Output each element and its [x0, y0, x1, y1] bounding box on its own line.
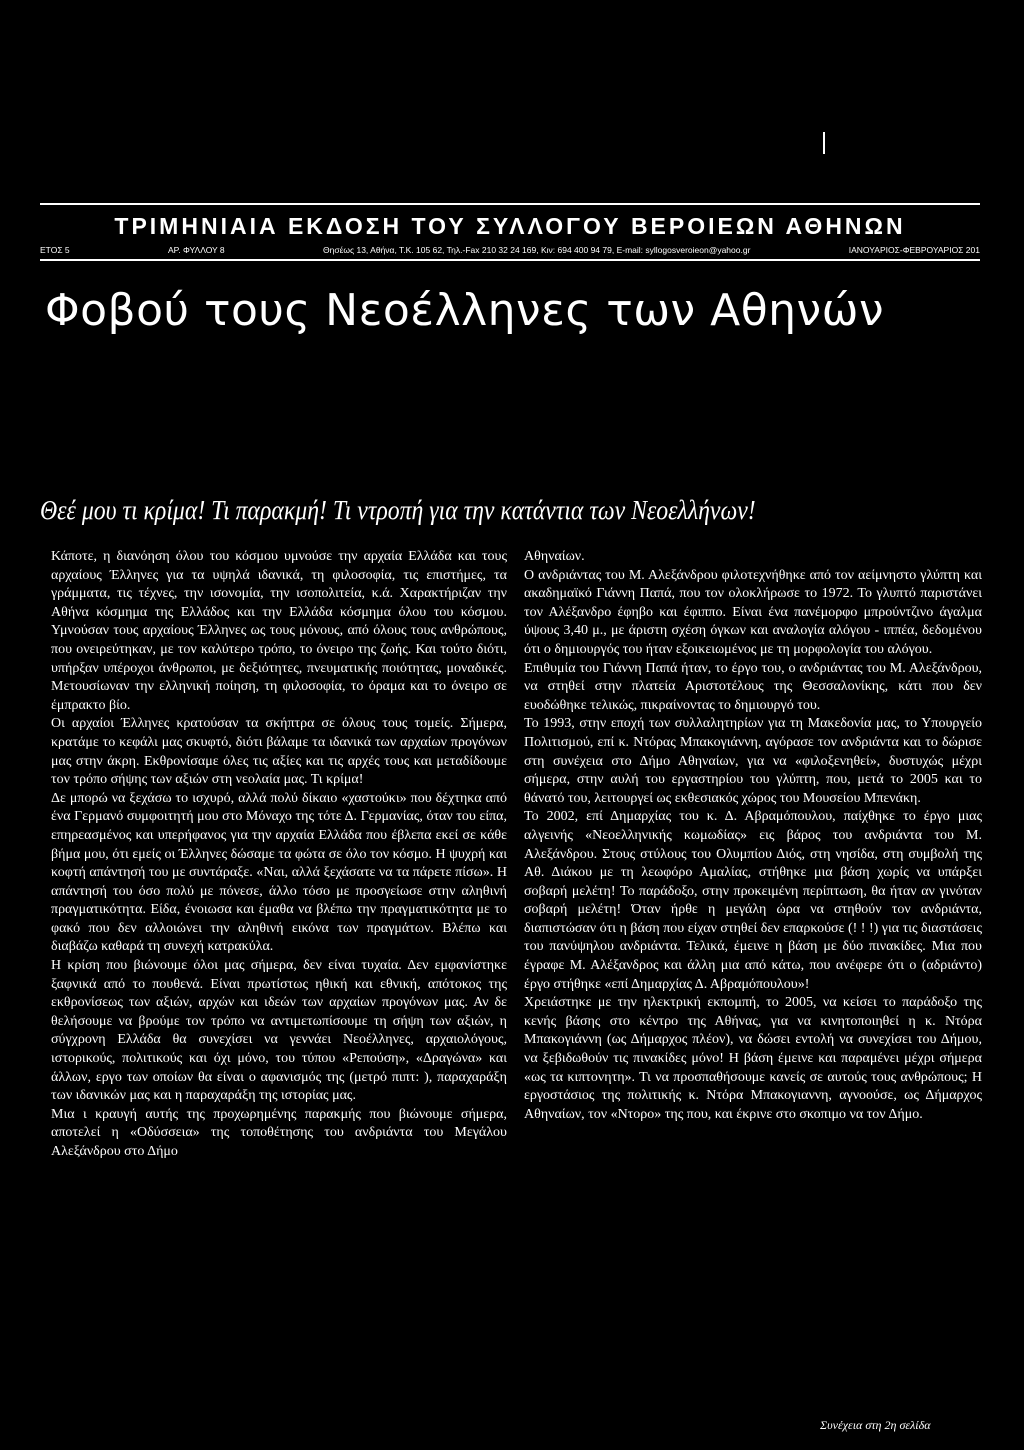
article-paragraph: Το 1993, στην εποχή των συλλαλητηρίων για τη Μακεδονία μας, το Υπουργείο Πολιτισμού, επί κ. Ντόρας Μπακογιάννη, αγόρασε τον ανδριάντα και το δώρισε στη συνέχεια στο Δήμο Αθηναίων, για να «φιλοξενηθεί», δυστυχώς μέχρι σήμερα, στην αυλή του εργαστηρίου του γλύπτη, που, μετά το 2005 και το θάνατό του, λειτουργεί ως εκθεσιακός χώρος του Μουσείου Μπενάκη.	[524, 716, 982, 806]
article-paragraph: Χρειάστηκε με την ηλεκτρική εκπομπή, το 2005, να κείσει το παράδοξο της κενής βάσης στο κέντρο της Αθήνας, για να κινητοποιηθεί η κ. Ντόρα Μπακογιάννη (ως Δήμαρχος πλέον), να δώσει εντολή να συνεχίσει του Δήμου, να ξεβιδωθούν τις πινακίδες μόνο! Η βάση έμεινε και παραμένει μέχρι σήμερα «ως τα κιπτονητη». Τι να προσπαθήσουμε κανείς σε αυτούς τους ανθρώπους; Η εργοστάσιος της πολιτικής κ. Ντόρα Μπακογιαννη, αγνοούσε, ως Δήμαρχος Αθηναίων, τον «Ντορο» της που, και έκρινε στο σκοπιμο να τον Δήμο.	[524, 995, 982, 1122]
cursor-bar	[823, 132, 825, 154]
article-column-left	[51, 548, 507, 1162]
year-label: ΕΤΟΣ 5	[40, 245, 70, 255]
article-paragraph: Επιθυμία του Γιάννη Παπά ήταν, το έργο του, ο ανδριάντας του Μ. Αλεξάνδρου, να στηθεί στην πλατεία Αριστοτέλους της Θεσσαλονίκης, κάτι που δεν ευοδώθηκε τελικώς, πικραίνοντας το δημιουργό του.	[524, 660, 982, 713]
period-label: ΙΑΝΟΥΑΡΙΟΣ-ΦΕΒΡΟΥΑΡΙΟΣ 201	[848, 245, 980, 255]
continuation-note: Συνέχεια στη 2η σελίδα	[820, 1418, 931, 1432]
masthead-info-bar	[40, 245, 980, 261]
headline: Φοβού τους Νεοέλληνες των Αθηνών	[45, 285, 885, 336]
contact-info: Θησέως 13, Αθήνα, Τ.Κ. 105 62, Τηλ.-Fax 210 32 24 169, Κιν: 694 400 94 79, E-mail: syllogosveroieon@yahoo.gr	[323, 245, 751, 255]
article-column-right	[524, 548, 982, 1124]
masthead	[40, 203, 980, 261]
article-paragraph: Δε μπορώ να ξεχάσω το ισχυρό, αλλά πολύ δίκαιο «χαστούκι» που δέχτηκα από ένα Γερμανό συμφοιτητή μου στο Μόναχο της τότε Δ. Γερμανίας, όταν του είπα, επηρεασμένος και υπερήφανος για την αρχαία Ελλάδα που έβλεπα εκεί σε κάθε βήμα μου, ότι εμείς οι Έλληνες δώσαμε τα φώτα σε όλο τον κόσμο. Η ψυχρή και κοφτή απάντησή του με συντάραξε. «Ναι, αλλά ξεχάσατε να τα πάρετε πίσω». Η απάντησή του όσο πολύ με πόνεσε, άλλο τόσο με προσγείωσε στην αληθινή πραγματικότητα. Είδα, ένοιωσα και έμαθα να βλέπω την πραγματικότητα με το φακό που δεν αλλοιώνει την αληθινή εικόνα των πραγμάτων. Βλέπω και διαβάζω καθαρά τη συνεχή κατρακύλα.	[51, 790, 507, 955]
article-paragraph: Μια ι κραυγή αυτής της προχωρημένης παρακμής που βιώνουμε σήμερα, αποτελεί η «Οδύσσεια» της τοποθέτησης του ανδριάντα του Μεγάλου Αλεξάνδρου στο Δήμο	[51, 1106, 507, 1159]
article-paragraph: Ο ανδριάντας του Μ. Αλεξάνδρου φιλοτεχνήθηκε από τον αείμνηστο γλύπτη και ακαδημαϊκό Γιάννη Παπά, που τον ολοκλήρωσε το 1972. Το γλυπτό παριστάνει τον Αλέξανδρο έφηβο και έφιππο. Είναι ένα πανέμορφο μπρούντζινο άγαλμα ύψους 3,40 μ., με άριστη σχέση όγκων και αναλογία αλόγου - ιππέα, δεδομένου ότι ο δημιουργός του ήταν εξοικειωμένος με τη μορφολογία του αλόγου.	[524, 567, 982, 657]
article-paragraph: Αθηναίων.	[524, 549, 585, 564]
issue-label: ΑΡ. ΦΥΛΛΟΥ 8	[168, 245, 225, 255]
subheadline: Θεέ μου τι κρίμα! Τι παρακμή! Τι ντροπή για την κατάντια των Νεοελλήνων!	[40, 495, 756, 525]
article-paragraph: Το 2002, επί Δημαρχίας του κ. Δ. Αβραμόπουλου, παίχθηκε το έργο μιας αλγεινής «Νεοελληνικής κωμωδίας» εις βάρος του ανδριάντα του Μ. Αλεξάνδρου. Στους στύλους του Ολυμπίου Διός, στη νησίδα, στη συμβολή της Αθ. Διάκου με τη λεωφόρο Αμαλίας, στήθηκε μια βάση χωρίς να υπάρξει σοβαρή μελέτη! Το παράδοξο, στην προκειμένη περίπτωση, θα ήταν αν γινόταν σοβαρή μελέτη! Όταν ήρθε η μεγάλη ώρα να στηθούν τον ανδριάντα, διαπιστώσαν ότι η βάση που είχαν στηθεί δεν επαρκούσε (! ! !) για τις διαστάσεις του πανύψηλου ανδριάντα. Τελικά, έμεινε η βάση με δύο πινακίδες. Μια που έγραφε Μ. Αλέξανδρος και άλλη μια από κάτω, που ανέφερε ότι ο (αδριάντο) έργο στήθηκε «επί Δημαρχίας Δ. Αβραμόπουλου»!	[524, 809, 982, 992]
article-paragraph: Η κρίση που βιώνουμε όλοι μας σήμερα, δεν είναι τυχαία. Δεν εμφανίστηκε ξαφνικά από το πουθενά. Είναι πρωτίστως ηθική και εθνική, απότοκος της εκθρονίσεως των αξιών, αρχών και ιδεών των αρχαίων προγόνων μας. Αν δε θελήσουμε να βρούμε τον τρόπο να αντιμετωπίσουμε τη σήψη των αξιών, η σύγχρονη Ελλάδα θα συνεχίσει να γεννάει Νεοέλληνες, αρχαιολόγους, ιστορικούς, πολιτικούς και όχι μόνο, του τύπου «Ρεπούση», «Δραγώνα» και άλλων, εργο των οποίων θα είναι ο αφανισμός της (μετρό πιπτ: ), παραχαράξη των ιδανικών μας και η παραχαράξη της ιστορίας μας.	[51, 958, 507, 1104]
article-paragraph: Οι αρχαίοι Έλληνες κρατούσαν τα σκήπτρα σε όλους τους τομείς. Σήμερα, κρατάμε το κεφάλι μας σκυφτό, διότι βάλαμε τα ιδανικά των αρχαίων προγόνων μας στην άκρη. Εκθρονίσαμε όλες τις αξίες και τις αρχές τους και μεταδίδουμε τον τρόπο σήψης των αξιών στη νεολαία μας. Τι κρίμα!	[51, 716, 507, 788]
newspaper-title: ΤΡΙΜΗΝΙΑΙΑ ΕΚΔΟΣΗ ΤΟΥ ΣΥΛΛΟΓΟΥ ΒΕΡΟΙΕΩΝ ΑΘΗΝΩΝ	[114, 213, 906, 239]
article-paragraph: Κάποτε, η διανόηση όλου του κόσμου υμνούσε την αρχαία Ελλάδα και τους αρχαίους Έλληνες για τα υψηλά ιδανικά, τη φιλοσοφία, τις επιστήμες, τα γράμματα, τις τέχνες, την ισονομία, την ισοπολιτεία, κ.ά. Χαρακτήριζαν την Αθήνα κόσμημα της Ελλάδος και την Ελλάδα κόσμημα όλου του κόσμου. Υμνούσαν τους αρχαίους Έλληνες ως τους μόνους, από όλους τους ανθρώπους, που ονειρεύτηκαν, με τον καλύτερο τρόπο, το όνειρο της ζωής. Και τούτο διότι, υπήρξαν υπέροχοι άνθρωποι, με δεξιότητες, πνευματικής ποιότητας, μοναδικές. Μετουσίωναν την ελληνική ποίηση, τη φιλοσοφία, το όραμα και το όνειρο σε έμπρακτο βίο.	[51, 549, 507, 713]
